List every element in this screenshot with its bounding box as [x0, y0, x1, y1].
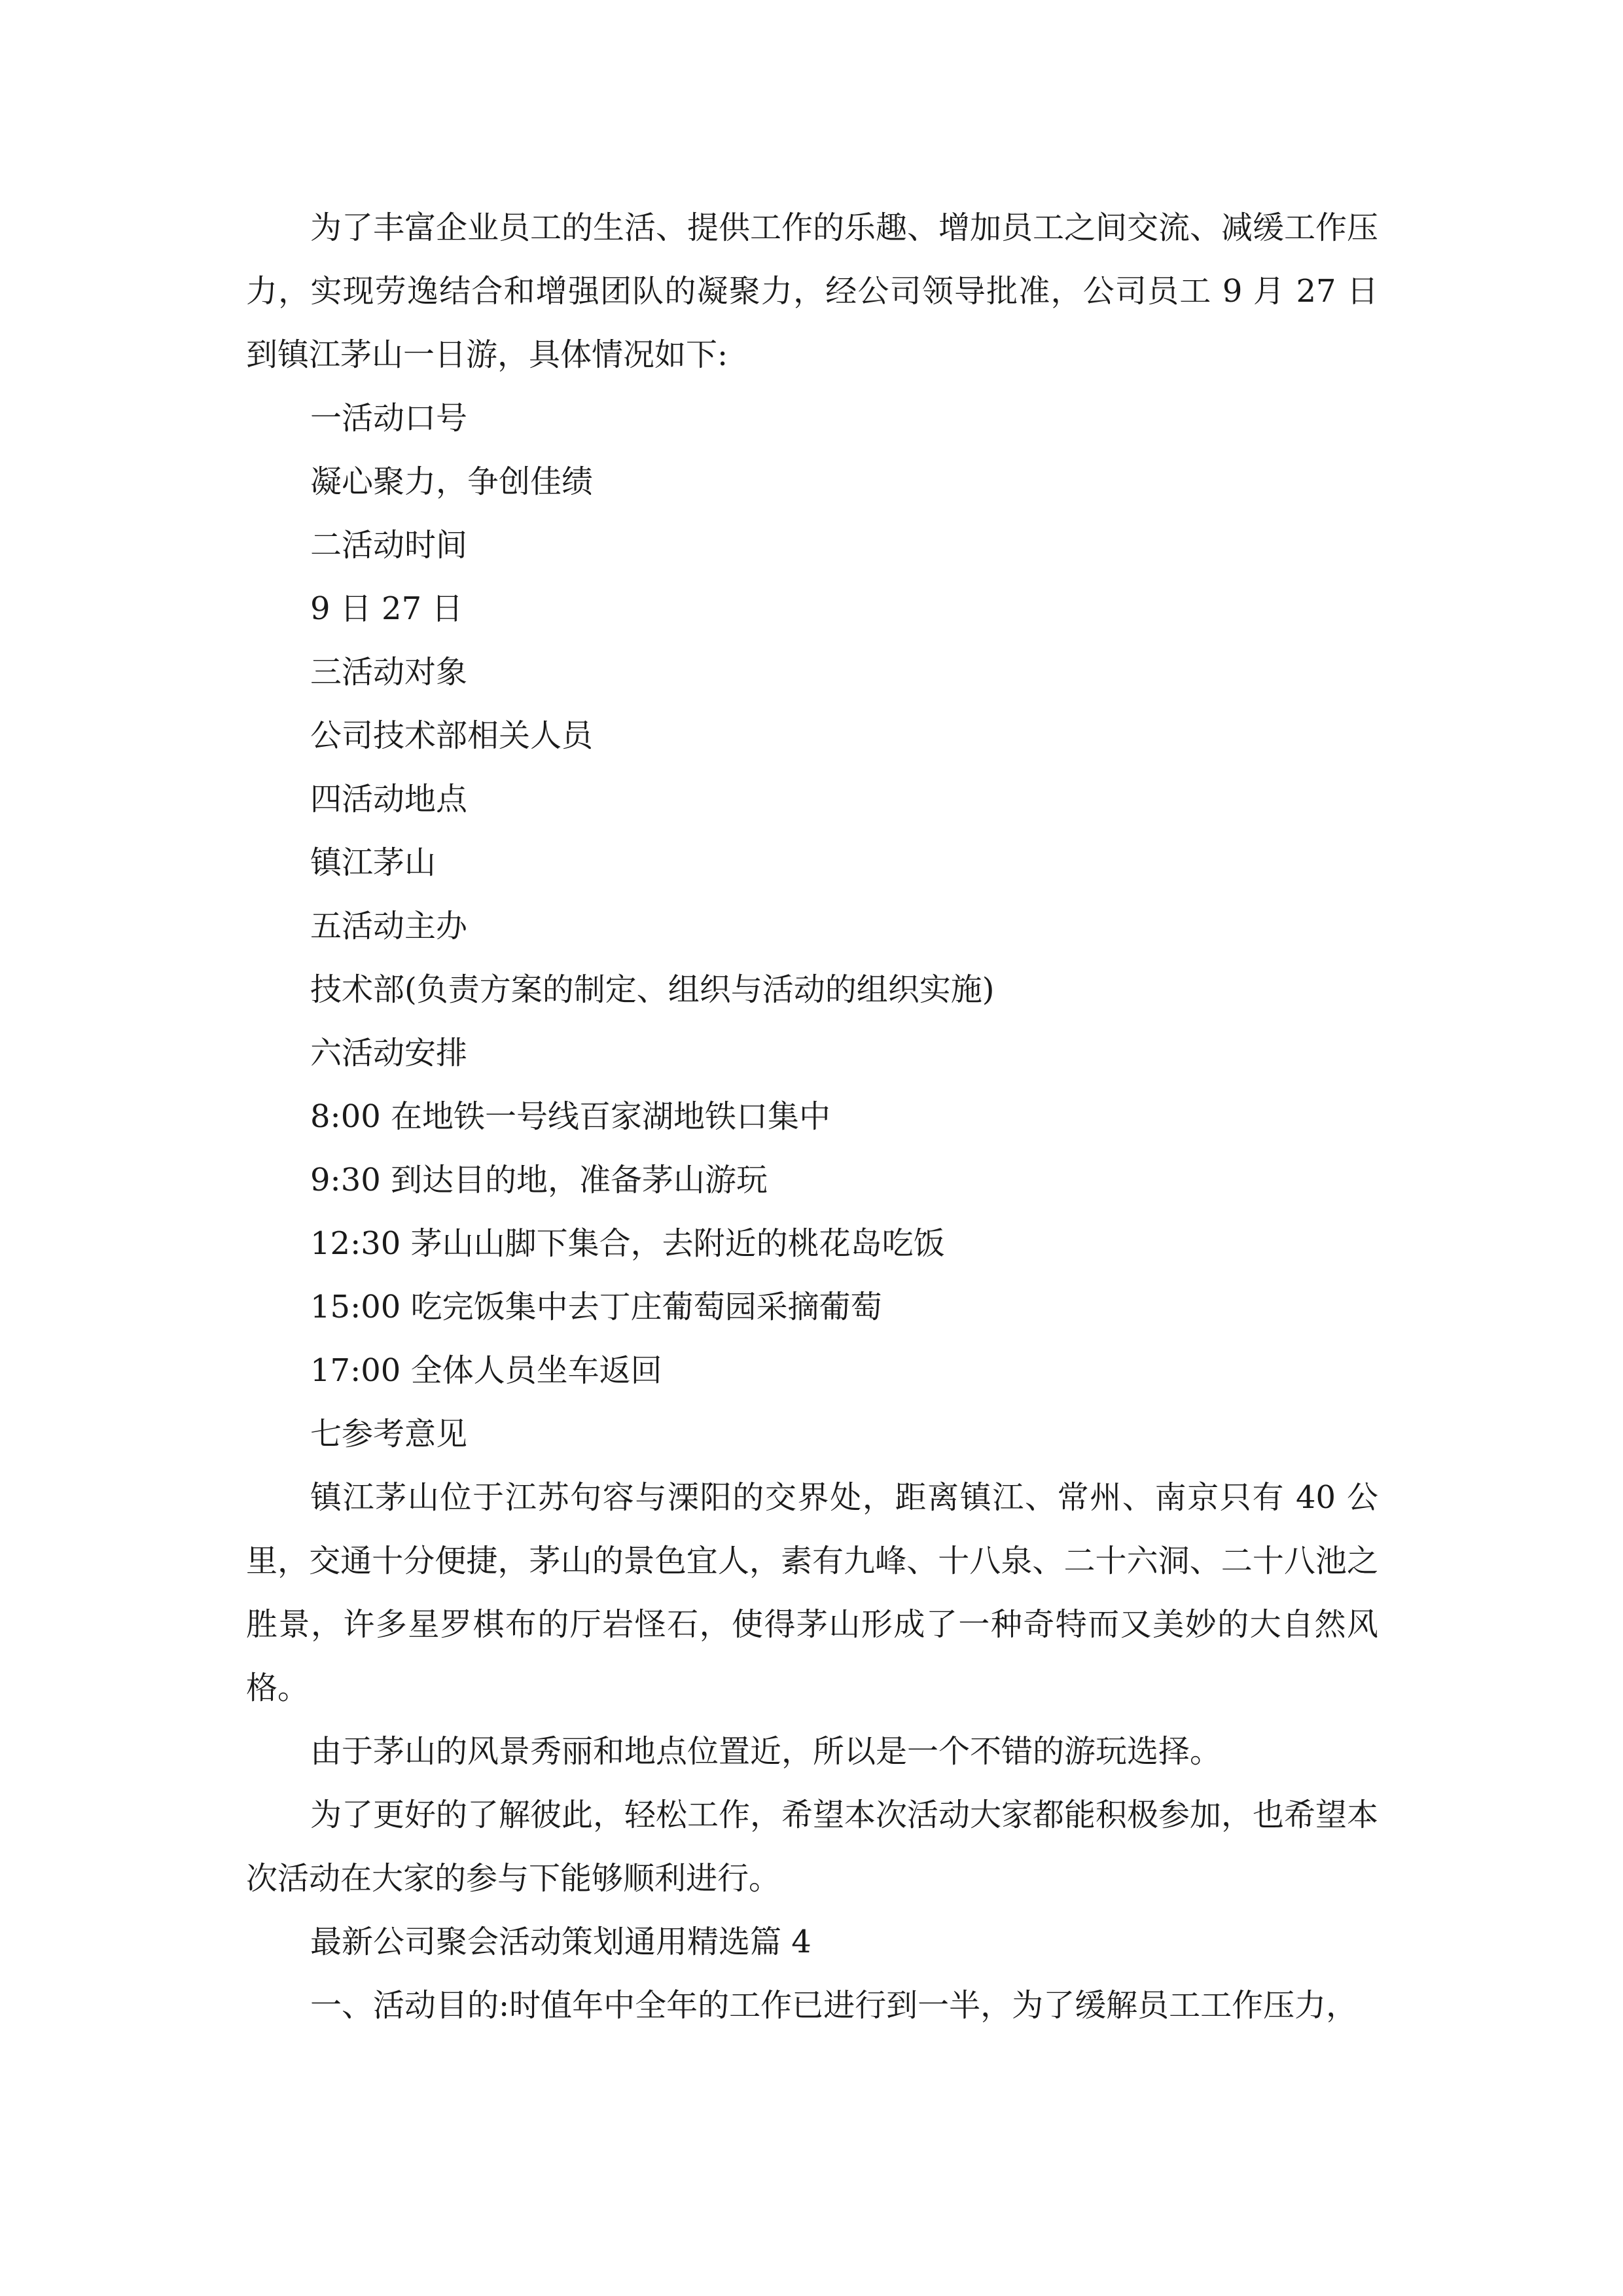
target-text: 公司技术部相关人员 [310, 717, 594, 754]
schedule-item: 8:00 在地铁一号线百家湖地铁口集中 [310, 1098, 831, 1135]
reference-paragraph: 由于茅山的风景秀丽和地点位置近，所以是一个不错的游玩选择。 [310, 1733, 1222, 1770]
section-heading-reference: 七参考意见 [310, 1416, 468, 1452]
schedule-item: 9:30 到达目的地，准备茅山游玩 [310, 1162, 768, 1198]
location-text: 镇江茅山 [310, 844, 437, 881]
section-heading-organizer: 五活动主办 [310, 908, 468, 944]
document-body [246, 196, 1378, 2037]
section-heading-schedule: 六活动安排 [310, 1035, 468, 1071]
article-title: 最新公司聚会活动策划通用精选篇 4 [310, 1924, 812, 1960]
section-heading-location: 四活动地点 [310, 781, 468, 817]
schedule-item: 12:30 茅山山脚下集合，去附近的桃花岛吃饭 [310, 1225, 945, 1262]
schedule-item: 17:00 全体人员坐车返回 [310, 1352, 662, 1389]
time-text: 9 日 27 日 [310, 590, 463, 627]
purpose-paragraph: 一、活动目的:时值年中全年的工作已进行到一半，为了缓解员工工作压力， [310, 1987, 1358, 2024]
section-heading-slogan: 一活动口号 [310, 400, 468, 437]
intro-paragraph: 为了丰富企业员工的生活、提供工作的乐趣、增加员工之间交流、减缓工作压力，实现劳逸结合和增强团队的凝聚力，经公司领导批准，公司员工 9 月 27 日到镇江茅山一日游，具体情况如下: [246, 209, 1379, 373]
reference-paragraph: 镇江茅山位于江苏句容与溧阳的交界处，距离镇江、常州、南京只有 40 公里，交通十分便捷，茅山的景色宜人，素有九峰、十八泉、二十六洞、二十八池之胜景，许多星罗棋布的厅岩怪石，使得茅山形成了一种奇特而又美妙的大自然风格。 [246, 1479, 1378, 1706]
section-heading-target: 三活动对象 [310, 654, 468, 691]
section-heading-time: 二活动时间 [310, 527, 468, 564]
slogan-text: 凝心聚力，争创佳绩 [310, 463, 594, 500]
schedule-item: 15:00 吃完饭集中去丁庄葡萄园采摘葡萄 [310, 1289, 882, 1325]
organizer-text: 技术部(负责方案的制定、组织与活动的组织实施) [310, 971, 995, 1008]
closing-paragraph: 为了更好的了解彼此，轻松工作，希望本次活动大家都能积极参加，也希望本次活动在大家的参与下能够顺利进行。 [246, 1797, 1379, 1897]
